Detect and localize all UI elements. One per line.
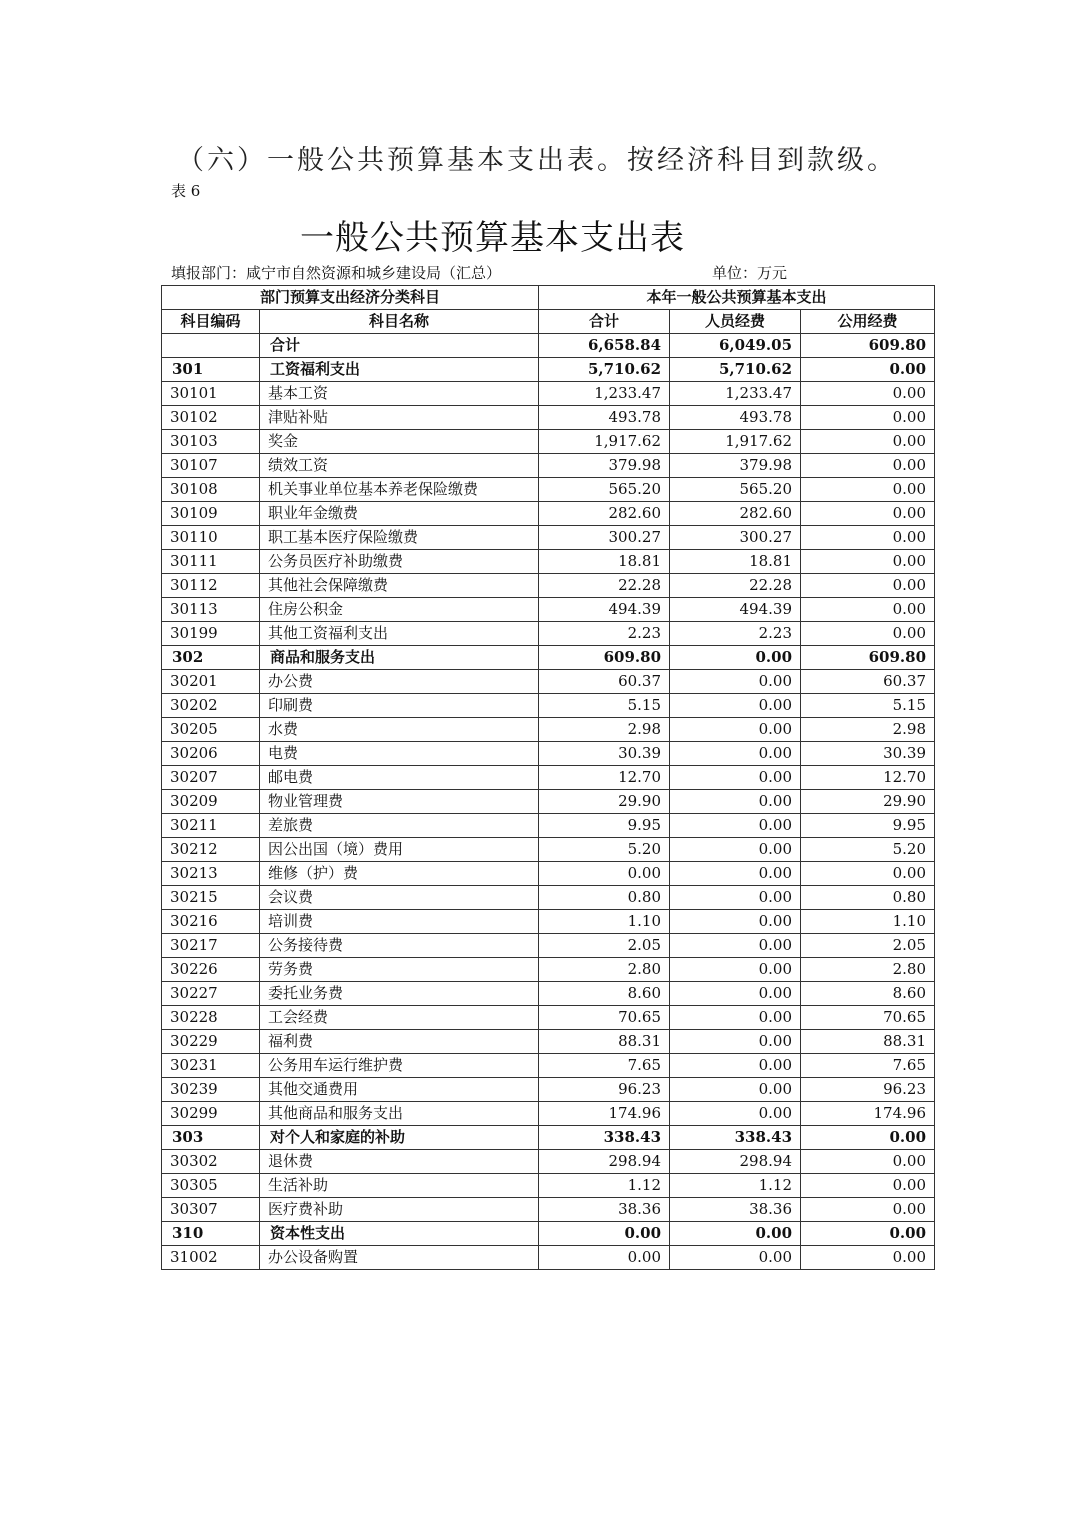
table-row xyxy=(162,934,935,958)
row-name: 办公费 xyxy=(260,670,539,694)
row-personnel: 0.00 xyxy=(670,670,801,694)
row-public: 0.00 xyxy=(801,406,935,430)
row-personnel: 0.00 xyxy=(670,1078,801,1102)
header-personnel: 人员经费 xyxy=(670,310,801,334)
row-personnel: 300.27 xyxy=(670,526,801,550)
row-personnel: 1.12 xyxy=(670,1174,801,1198)
row-personnel: 565.20 xyxy=(670,478,801,502)
unit-label: 单位：万元 xyxy=(712,264,788,282)
table-row xyxy=(162,766,935,790)
row-personnel: 493.78 xyxy=(670,406,801,430)
row-public: 9.95 xyxy=(801,814,935,838)
table-row xyxy=(162,862,935,886)
table-row xyxy=(162,790,935,814)
row-personnel: 282.60 xyxy=(670,502,801,526)
row-personnel: 38.36 xyxy=(670,1198,801,1222)
row-personnel: 22.28 xyxy=(670,574,801,598)
row-public: 609.80 xyxy=(801,646,935,670)
row-personnel: 2.23 xyxy=(670,622,801,646)
row-code: 31002 xyxy=(162,1246,260,1270)
row-public: 88.31 xyxy=(801,1030,935,1054)
row-total: 0.00 xyxy=(539,1222,670,1246)
row-total: 565.20 xyxy=(539,478,670,502)
table-label: 表 6 xyxy=(171,182,201,200)
row-code: 30112 xyxy=(162,574,260,598)
row-public: 0.00 xyxy=(801,526,935,550)
table-row xyxy=(162,406,935,430)
row-name: 办公设备购置 xyxy=(260,1246,539,1270)
row-total: 70.65 xyxy=(539,1006,670,1030)
reporting-department: 填报部门：咸宁市自然资源和城乡建设局（汇总） xyxy=(171,264,502,282)
table-row xyxy=(162,502,935,526)
table-row xyxy=(162,1174,935,1198)
row-total: 30.39 xyxy=(539,742,670,766)
row-total: 12.70 xyxy=(539,766,670,790)
row-public: 0.00 xyxy=(801,574,935,598)
row-total: 1,917.62 xyxy=(539,430,670,454)
row-name: 差旅费 xyxy=(260,814,539,838)
row-public: 0.00 xyxy=(801,1126,935,1150)
row-total: 22.28 xyxy=(539,574,670,598)
row-total: 5,710.62 xyxy=(539,358,670,382)
row-total: 0.80 xyxy=(539,886,670,910)
row-personnel: 0.00 xyxy=(670,910,801,934)
table-row xyxy=(162,1054,935,1078)
row-name: 培训费 xyxy=(260,910,539,934)
row-name: 物业管理费 xyxy=(260,790,539,814)
row-total: 609.80 xyxy=(539,646,670,670)
table-row xyxy=(162,334,935,358)
row-personnel: 0.00 xyxy=(670,1246,801,1270)
row-total: 2.23 xyxy=(539,622,670,646)
row-public: 0.00 xyxy=(801,862,935,886)
row-name: 委托业务费 xyxy=(260,982,539,1006)
table-row xyxy=(162,526,935,550)
row-public: 5.20 xyxy=(801,838,935,862)
row-total: 174.96 xyxy=(539,1102,670,1126)
table-row xyxy=(162,1246,935,1270)
header-total: 合计 xyxy=(539,310,670,334)
row-code: 30199 xyxy=(162,622,260,646)
budget-table xyxy=(161,285,935,1270)
header-current-year: 本年一般公共预算基本支出 xyxy=(539,286,935,310)
row-public: 0.00 xyxy=(801,502,935,526)
row-personnel: 0.00 xyxy=(670,886,801,910)
row-public: 1.10 xyxy=(801,910,935,934)
row-personnel: 298.94 xyxy=(670,1150,801,1174)
row-code: 30207 xyxy=(162,766,260,790)
row-public: 70.65 xyxy=(801,1006,935,1030)
row-total: 0.00 xyxy=(539,1246,670,1270)
row-public: 2.98 xyxy=(801,718,935,742)
table-row xyxy=(162,1126,935,1150)
row-code: 30109 xyxy=(162,502,260,526)
table-row xyxy=(162,1222,935,1246)
row-name: 商品和服务支出 xyxy=(260,646,539,670)
row-personnel: 0.00 xyxy=(670,862,801,886)
row-name: 工资福利支出 xyxy=(260,358,539,382)
row-personnel: 0.00 xyxy=(670,1102,801,1126)
row-personnel: 5,710.62 xyxy=(670,358,801,382)
table-row xyxy=(162,1030,935,1054)
row-total: 5.20 xyxy=(539,838,670,862)
row-personnel: 379.98 xyxy=(670,454,801,478)
row-name: 绩效工资 xyxy=(260,454,539,478)
row-code: 30101 xyxy=(162,382,260,406)
row-name: 机关事业单位基本养老保险缴费 xyxy=(260,478,539,502)
row-public: 60.37 xyxy=(801,670,935,694)
row-code: 30217 xyxy=(162,934,260,958)
row-public: 0.00 xyxy=(801,1198,935,1222)
table-row xyxy=(162,478,935,502)
header-name: 科目名称 xyxy=(260,310,539,334)
row-code: 30102 xyxy=(162,406,260,430)
row-total: 18.81 xyxy=(539,550,670,574)
table-row xyxy=(162,718,935,742)
row-code: 30212 xyxy=(162,838,260,862)
row-public: 0.00 xyxy=(801,622,935,646)
table-row xyxy=(162,694,935,718)
row-total: 493.78 xyxy=(539,406,670,430)
table-row xyxy=(162,670,935,694)
table-row xyxy=(162,1198,935,1222)
row-name: 印刷费 xyxy=(260,694,539,718)
table-row xyxy=(162,1150,935,1174)
row-code: 30113 xyxy=(162,598,260,622)
row-name: 公务员医疗补助缴费 xyxy=(260,550,539,574)
header-column-row xyxy=(162,310,935,334)
table-row xyxy=(162,454,935,478)
row-public: 0.00 xyxy=(801,478,935,502)
row-public: 0.80 xyxy=(801,886,935,910)
row-total: 5.15 xyxy=(539,694,670,718)
table-row xyxy=(162,814,935,838)
row-total: 38.36 xyxy=(539,1198,670,1222)
row-total: 6,658.84 xyxy=(539,334,670,358)
row-public: 12.70 xyxy=(801,766,935,790)
row-personnel: 0.00 xyxy=(670,838,801,862)
header-code: 科目编码 xyxy=(162,310,260,334)
row-personnel: 18.81 xyxy=(670,550,801,574)
row-total: 8.60 xyxy=(539,982,670,1006)
row-personnel: 494.39 xyxy=(670,598,801,622)
row-public: 2.05 xyxy=(801,934,935,958)
row-total: 2.80 xyxy=(539,958,670,982)
row-personnel: 0.00 xyxy=(670,718,801,742)
row-public: 0.00 xyxy=(801,454,935,478)
row-name: 住房公积金 xyxy=(260,598,539,622)
row-public: 174.96 xyxy=(801,1102,935,1126)
row-name: 因公出国（境）费用 xyxy=(260,838,539,862)
table-row xyxy=(162,838,935,862)
row-total: 282.60 xyxy=(539,502,670,526)
row-total: 0.00 xyxy=(539,862,670,886)
row-total: 1,233.47 xyxy=(539,382,670,406)
row-code: 30110 xyxy=(162,526,260,550)
row-total: 494.39 xyxy=(539,598,670,622)
row-code: 302 xyxy=(162,646,260,670)
row-personnel: 0.00 xyxy=(670,742,801,766)
row-name: 对个人和家庭的补助 xyxy=(260,1126,539,1150)
row-name: 劳务费 xyxy=(260,958,539,982)
row-name: 职业年金缴费 xyxy=(260,502,539,526)
row-public: 5.15 xyxy=(801,694,935,718)
row-personnel: 0.00 xyxy=(670,766,801,790)
row-code: 30299 xyxy=(162,1102,260,1126)
row-name: 退休费 xyxy=(260,1150,539,1174)
row-personnel: 338.43 xyxy=(670,1126,801,1150)
row-public: 0.00 xyxy=(801,430,935,454)
table-row xyxy=(162,646,935,670)
row-personnel: 0.00 xyxy=(670,982,801,1006)
row-personnel: 0.00 xyxy=(670,1054,801,1078)
row-personnel: 0.00 xyxy=(670,814,801,838)
row-code: 30227 xyxy=(162,982,260,1006)
row-personnel: 1,917.62 xyxy=(670,430,801,454)
row-code: 301 xyxy=(162,358,260,382)
row-code: 30231 xyxy=(162,1054,260,1078)
row-personnel: 0.00 xyxy=(670,958,801,982)
row-name: 其他工资福利支出 xyxy=(260,622,539,646)
row-public: 96.23 xyxy=(801,1078,935,1102)
row-name: 合计 xyxy=(260,334,539,358)
header-classification: 部门预算支出经济分类科目 xyxy=(162,286,539,310)
header-group-row xyxy=(162,286,935,310)
row-personnel: 0.00 xyxy=(670,694,801,718)
row-code: 30228 xyxy=(162,1006,260,1030)
row-total: 338.43 xyxy=(539,1126,670,1150)
row-personnel: 0.00 xyxy=(670,1030,801,1054)
row-code: 30205 xyxy=(162,718,260,742)
row-public: 29.90 xyxy=(801,790,935,814)
table-row xyxy=(162,430,935,454)
header-public: 公用经费 xyxy=(801,310,935,334)
row-name: 资本性支出 xyxy=(260,1222,539,1246)
row-public: 0.00 xyxy=(801,1174,935,1198)
table-row xyxy=(162,382,935,406)
row-name: 维修（护）费 xyxy=(260,862,539,886)
row-code: 310 xyxy=(162,1222,260,1246)
row-personnel: 0.00 xyxy=(670,1222,801,1246)
table-row xyxy=(162,1078,935,1102)
row-total: 300.27 xyxy=(539,526,670,550)
row-name: 福利费 xyxy=(260,1030,539,1054)
row-total: 9.95 xyxy=(539,814,670,838)
row-code: 303 xyxy=(162,1126,260,1150)
row-code: 30302 xyxy=(162,1150,260,1174)
row-code: 30107 xyxy=(162,454,260,478)
row-code: 30211 xyxy=(162,814,260,838)
row-name: 津贴补贴 xyxy=(260,406,539,430)
row-name: 其他商品和服务支出 xyxy=(260,1102,539,1126)
row-total: 88.31 xyxy=(539,1030,670,1054)
row-code: 30213 xyxy=(162,862,260,886)
row-name: 其他社会保障缴费 xyxy=(260,574,539,598)
row-total: 298.94 xyxy=(539,1150,670,1174)
row-name: 邮电费 xyxy=(260,766,539,790)
row-total: 2.98 xyxy=(539,718,670,742)
row-personnel: 1,233.47 xyxy=(670,382,801,406)
row-public: 8.60 xyxy=(801,982,935,1006)
row-name: 水费 xyxy=(260,718,539,742)
row-code: 30215 xyxy=(162,886,260,910)
row-code: 30305 xyxy=(162,1174,260,1198)
row-personnel: 6,049.05 xyxy=(670,334,801,358)
row-personnel: 0.00 xyxy=(670,1006,801,1030)
table-row xyxy=(162,622,935,646)
row-total: 96.23 xyxy=(539,1078,670,1102)
row-public: 0.00 xyxy=(801,598,935,622)
row-code: 30216 xyxy=(162,910,260,934)
row-public: 0.00 xyxy=(801,358,935,382)
row-total: 2.05 xyxy=(539,934,670,958)
row-name: 职工基本医疗保险缴费 xyxy=(260,526,539,550)
table-row xyxy=(162,958,935,982)
row-public: 7.65 xyxy=(801,1054,935,1078)
row-personnel: 0.00 xyxy=(670,934,801,958)
row-name: 会议费 xyxy=(260,886,539,910)
row-total: 1.10 xyxy=(539,910,670,934)
row-public: 0.00 xyxy=(801,1222,935,1246)
section-heading: （六）一般公共预算基本支出表。按经济科目到款级。 xyxy=(177,145,897,176)
row-code: 30209 xyxy=(162,790,260,814)
row-name: 公务接待费 xyxy=(260,934,539,958)
table-row xyxy=(162,1006,935,1030)
row-public: 30.39 xyxy=(801,742,935,766)
table-row xyxy=(162,910,935,934)
row-code: 30229 xyxy=(162,1030,260,1054)
table-row xyxy=(162,598,935,622)
document-title: 一般公共预算基本支出表 xyxy=(300,218,685,258)
row-name: 基本工资 xyxy=(260,382,539,406)
row-personnel: 0.00 xyxy=(670,790,801,814)
row-total: 60.37 xyxy=(539,670,670,694)
row-code: 30103 xyxy=(162,430,260,454)
table-body xyxy=(162,334,935,1270)
row-name: 其他交通费用 xyxy=(260,1078,539,1102)
row-code: 30226 xyxy=(162,958,260,982)
row-name: 公务用车运行维护费 xyxy=(260,1054,539,1078)
row-name: 工会经费 xyxy=(260,1006,539,1030)
row-code xyxy=(162,334,260,358)
row-name: 医疗费补助 xyxy=(260,1198,539,1222)
row-total: 29.90 xyxy=(539,790,670,814)
row-code: 30108 xyxy=(162,478,260,502)
table-row xyxy=(162,886,935,910)
row-code: 30307 xyxy=(162,1198,260,1222)
row-public: 0.00 xyxy=(801,1246,935,1270)
row-code: 30239 xyxy=(162,1078,260,1102)
table-row xyxy=(162,982,935,1006)
row-total: 379.98 xyxy=(539,454,670,478)
row-public: 0.00 xyxy=(801,382,935,406)
row-total: 7.65 xyxy=(539,1054,670,1078)
row-name: 生活补助 xyxy=(260,1174,539,1198)
table-row xyxy=(162,550,935,574)
row-code: 30202 xyxy=(162,694,260,718)
row-public: 2.80 xyxy=(801,958,935,982)
table-row xyxy=(162,742,935,766)
row-public: 609.80 xyxy=(801,334,935,358)
row-code: 30206 xyxy=(162,742,260,766)
row-name: 电费 xyxy=(260,742,539,766)
row-total: 1.12 xyxy=(539,1174,670,1198)
table-row xyxy=(162,1102,935,1126)
row-code: 30111 xyxy=(162,550,260,574)
row-public: 0.00 xyxy=(801,1150,935,1174)
row-public: 0.00 xyxy=(801,550,935,574)
row-personnel: 0.00 xyxy=(670,646,801,670)
table-row xyxy=(162,574,935,598)
table-row xyxy=(162,358,935,382)
row-name: 奖金 xyxy=(260,430,539,454)
row-code: 30201 xyxy=(162,670,260,694)
